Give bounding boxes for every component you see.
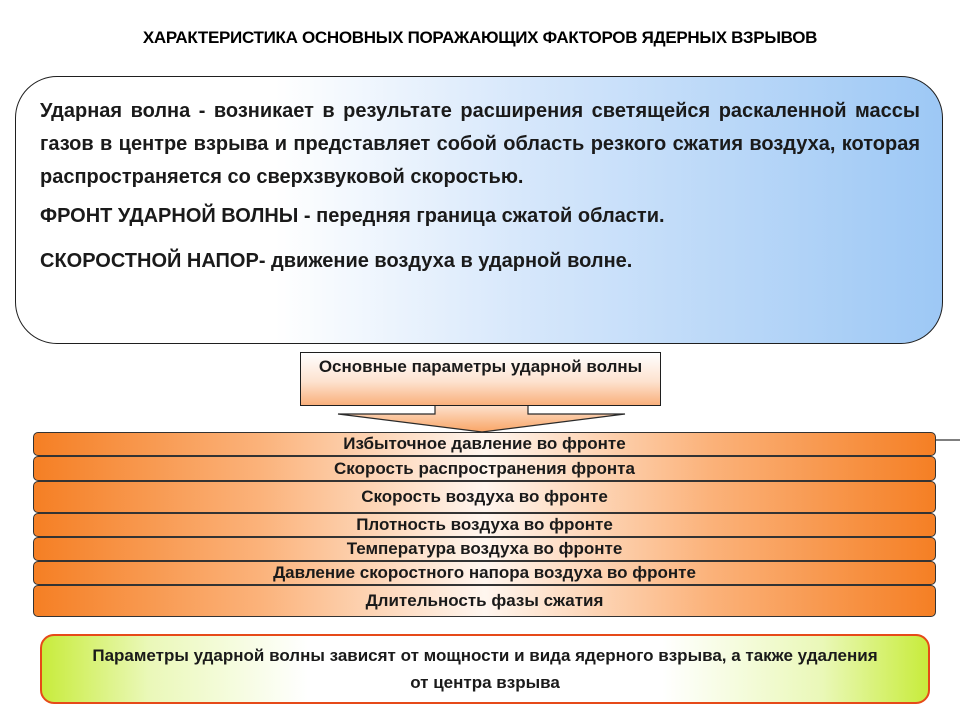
param-row-compression-duration: Длительность фазы сжатия bbox=[33, 585, 936, 617]
param-row-overpressure: Избыточное давление во фронте bbox=[33, 432, 936, 456]
param-row-front-speed: Скорость распространения фронта bbox=[33, 456, 936, 481]
down-arrow bbox=[338, 405, 625, 432]
slide-title: ХАРАКТЕРИСТИКА ОСНОВНЫХ ПОРАЖАЮЩИХ ФАКТОРОВ ЯДЕРНЫХ ВЗРЫВОВ bbox=[142, 28, 818, 47]
velocity-head-definition: СКОРОСТНОЙ НАПОР- движение воздуха в ударной волне. bbox=[40, 250, 633, 272]
param-row-air-speed: Скорость воздуха во фронте bbox=[33, 481, 936, 513]
param-row-velocity-head-pressure: Давление скоростного напора воздуха во фронте bbox=[33, 561, 936, 585]
param-row-air-temperature: Температура воздуха во фронте bbox=[33, 537, 936, 561]
definition-box bbox=[15, 76, 943, 344]
param-row-air-density: Плотность воздуха во фронте bbox=[33, 513, 936, 537]
shock-wave-definition: Ударная волна - возникает в результате расширения светящейся раскаленной массы газов в центре взрыва и представляет собой область резкого сжатия воздуха, которая распространяется со сверхзвуковой скоростью. bbox=[40, 100, 920, 188]
shock-front-definition: ФРОНТ УДАРНОЙ ВОЛНЫ - передняя граница сжатой области. bbox=[40, 205, 665, 227]
params-header-box: Основные параметры ударной волны bbox=[300, 352, 661, 406]
conclusion-note: Параметры ударной волны зависят от мощности и вида ядерного взрыва, а также удаления от центра взрыва bbox=[40, 634, 930, 704]
